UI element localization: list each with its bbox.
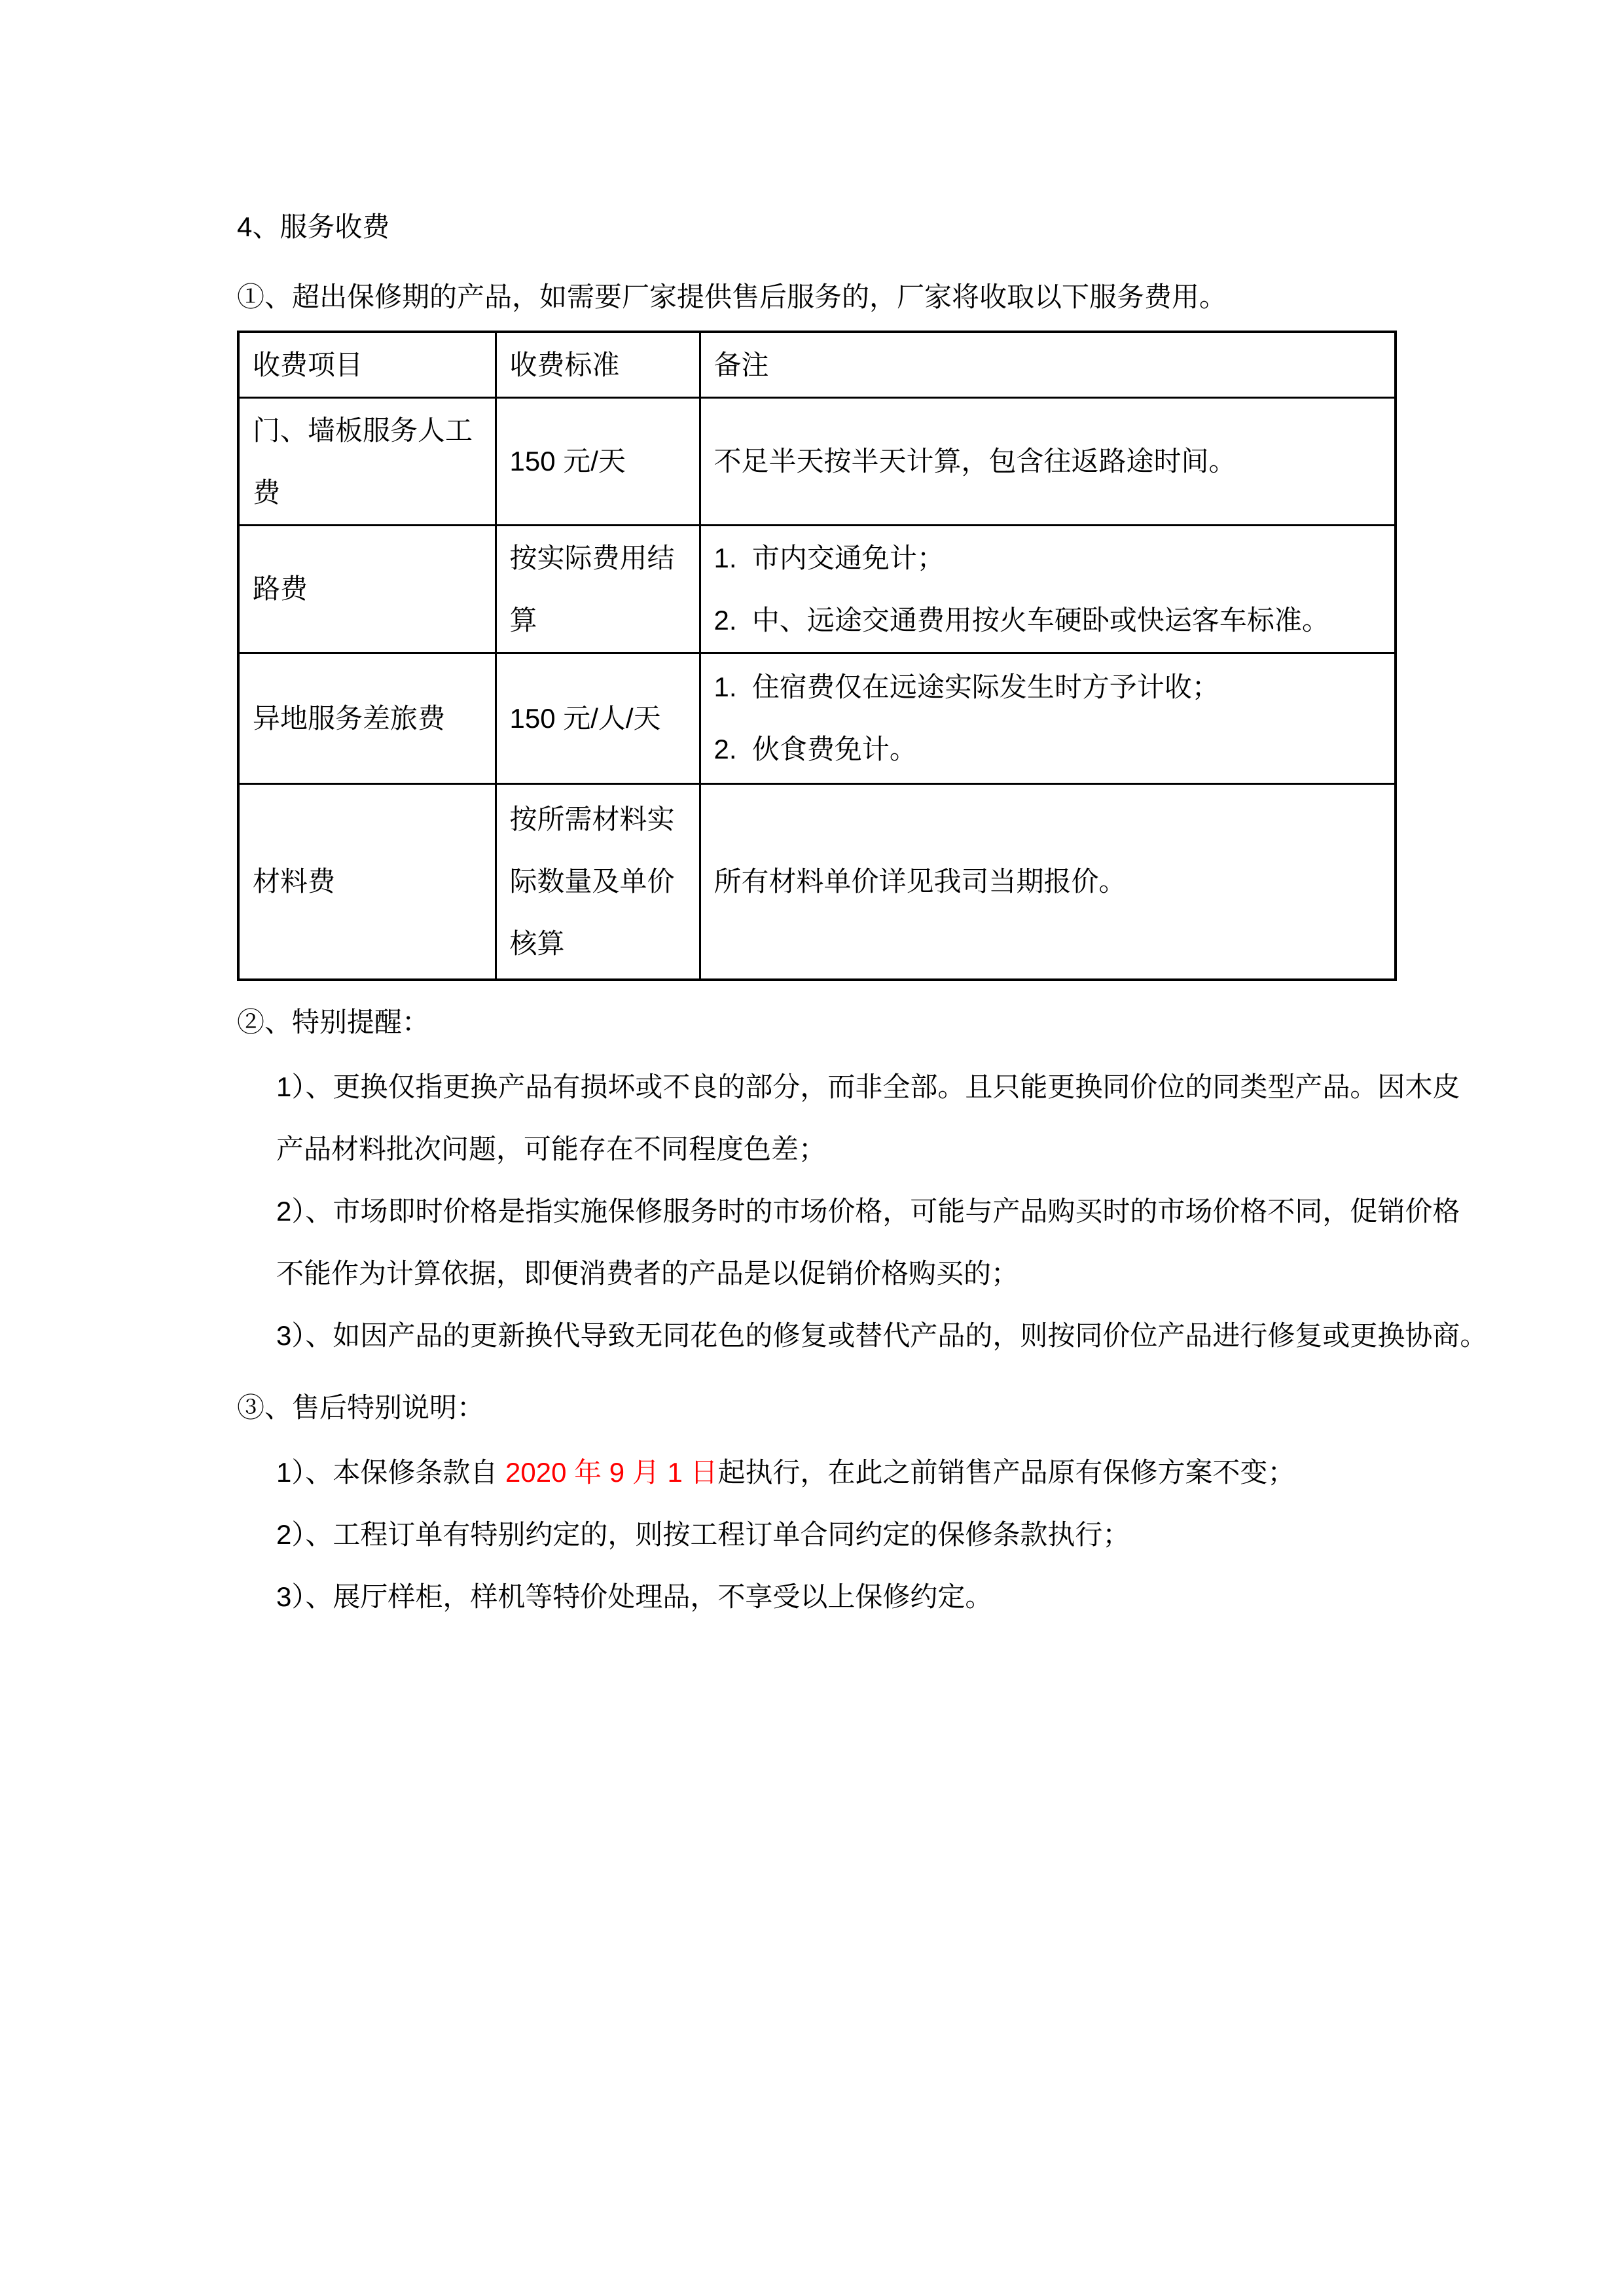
cell-fee-item: 异地服务差旅费 bbox=[238, 653, 496, 783]
table-row-road-fee bbox=[238, 525, 1396, 653]
reminder-item-3: 3）、如因产品的更新换代导致无同花色的修复或替代产品的，则按同价位产品进行修复或更换协商。 bbox=[276, 1320, 1488, 1351]
cell-remark: 所有材料单价详见我司当期报价。 bbox=[700, 783, 1396, 980]
effective-date: 2020 年 9 月 1 日 bbox=[505, 1457, 718, 1488]
reminder-item-1-line-2: 产品材料批次问题，可能存在不同程度色差； bbox=[276, 1134, 827, 1164]
cell-fee-item: 路费 bbox=[238, 525, 496, 653]
reminder-item-2-line-2: 不能作为计算依据，即便消费者的产品是以促销价格购买的； bbox=[276, 1258, 1019, 1289]
special-reminder-list bbox=[237, 1056, 1513, 1367]
service-fee-table bbox=[237, 331, 1397, 981]
cell-remark: 1. 市内交通免计； 2. 中、远途交通费用按火车硬卧或快运客车标准。 bbox=[700, 525, 1396, 653]
cell-fee-standard: 150 元/人/天 bbox=[496, 653, 700, 783]
special-reminder-heading: ②、特别提醒： bbox=[237, 1007, 430, 1037]
aftersales-item-1 bbox=[237, 1441, 1513, 1503]
cell-fee-standard: 按所需材料实 际数量及单价 核算 bbox=[496, 783, 700, 980]
aftersales-notes-heading: ③、售后特别说明： bbox=[237, 1392, 485, 1423]
intro-paragraph: ①、超出保修期的产品，如需要厂家提供售后服务的，厂家将收取以下服务费用。 bbox=[237, 281, 1227, 312]
table-row-material-fee bbox=[238, 783, 1396, 980]
aftersales-item-1-suffix: 起执行，在此之前销售产品原有保修方案不变； bbox=[717, 1457, 1295, 1488]
section-title: 4、服务收费 bbox=[237, 211, 390, 242]
cell-fee-item: 门、墙板服务人工 费 bbox=[238, 397, 496, 525]
cell-fee-standard: 150 元/天 bbox=[496, 397, 700, 525]
cell-fee-item: 材料费 bbox=[238, 783, 496, 980]
column-header-fee-standard: 收费标准 bbox=[496, 332, 700, 397]
table-row-labor-fee bbox=[238, 397, 1396, 525]
aftersales-item-3: 3）、展厅样柜，样机等特价处理品，不享受以上保修约定。 bbox=[276, 1581, 993, 1612]
table-header-row bbox=[238, 332, 1396, 397]
reminder-item-1-line-1: 1）、更换仅指更换产品有损坏或不良的部分，而非全部。且只能更换同价位的同类型产品。因木皮 bbox=[276, 1071, 1460, 1102]
aftersales-item-2: 2）、工程订单有特别约定的，则按工程订单合同约定的保修条款执行； bbox=[276, 1519, 1130, 1550]
cell-remark: 1. 住宿费仅在远途实际发生时方予计收； 2. 伙食费免计。 bbox=[700, 653, 1396, 783]
column-header-remark: 备注 bbox=[700, 332, 1396, 397]
aftersales-item-1-prefix: 1）、本保修条款自 bbox=[276, 1457, 506, 1488]
cell-fee-standard: 按实际费用结 算 bbox=[496, 525, 700, 653]
column-header-fee-item: 收费项目 bbox=[238, 332, 496, 397]
cell-remark: 不足半天按半天计算，包含往返路途时间。 bbox=[700, 397, 1396, 525]
table-row-travel-fee bbox=[238, 653, 1396, 783]
reminder-item-2-line-1: 2）、市场即时价格是指实施保修服务时的市场价格，可能与产品购买时的市场价格不同，促销价格 bbox=[276, 1196, 1460, 1227]
aftersales-notes-list bbox=[237, 1441, 1513, 1628]
